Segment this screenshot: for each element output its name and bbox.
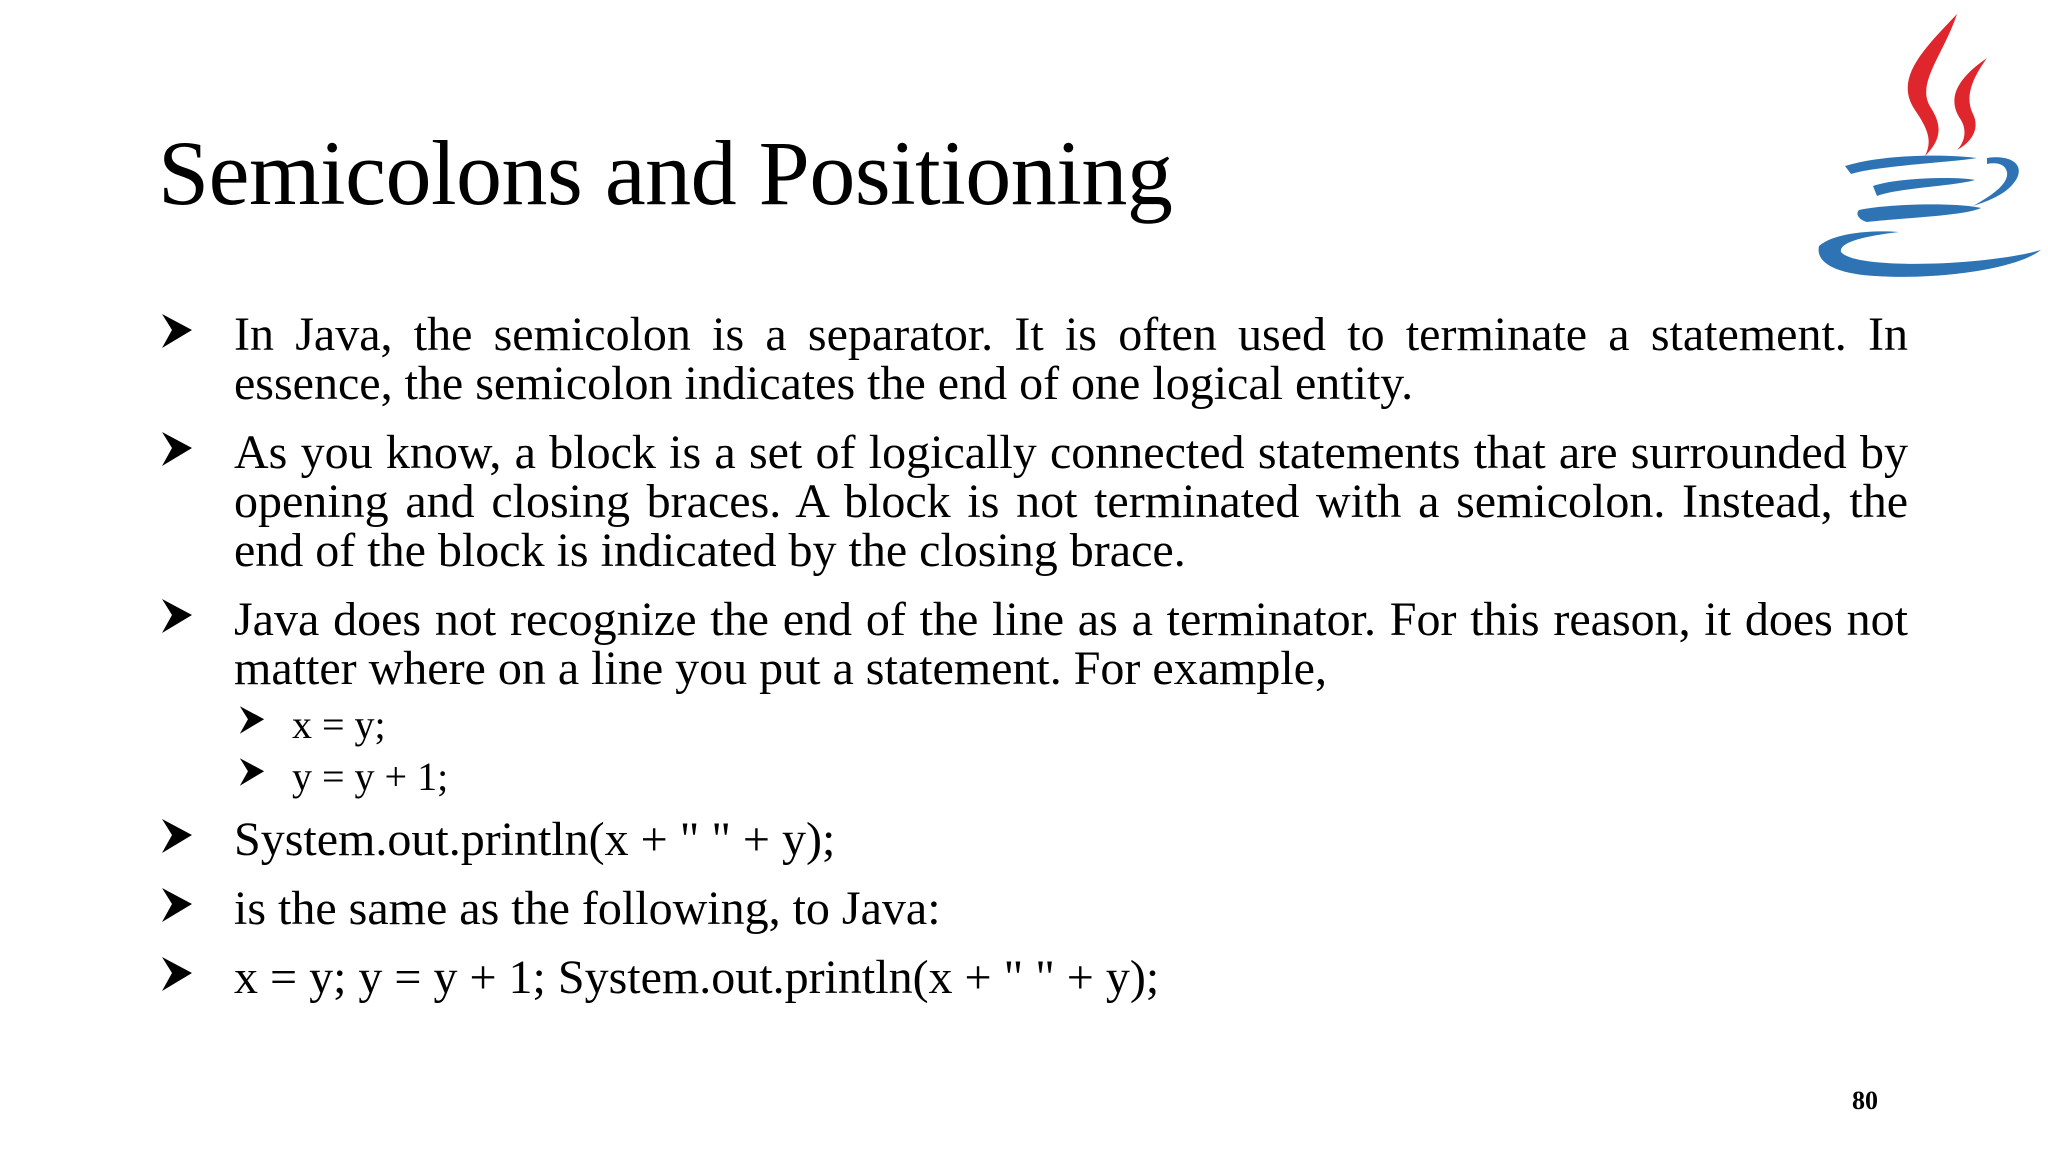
sub-bullet-list xyxy=(158,699,1908,803)
bullet-text: Java does not recognize the end of the line as a terminator. For this reason, it does not matter where on a line you put a statement. For example, xyxy=(234,593,1908,695)
bullet-text: In Java, the semicolon is a separator. It is often used to terminate a statement. In essence, the semicolon indicates the end of one logical entity. xyxy=(234,308,1908,410)
bullet-text: x = y; y = y + 1; System.out.println(x + " " + y); xyxy=(234,951,1160,1004)
bullet-text: is the same as the following, to Java: xyxy=(234,882,941,935)
bullet-item xyxy=(158,953,1908,1002)
bullet-text: As you know, a block is a set of logically connected statements that are surrounded by opening and closing braces. A block is not terminated with a semicolon. Instead, the end of the block is indicated by the closing brace. xyxy=(234,426,1908,577)
arrowhead-bullet-icon xyxy=(160,595,194,637)
arrowhead-bullet-icon xyxy=(238,755,266,789)
sub-bullet-text: y = y + 1; xyxy=(292,754,449,799)
bullet-item xyxy=(158,815,1908,864)
bullet-text: System.out.println(x + " " + y); xyxy=(234,813,836,866)
arrowhead-bullet-icon xyxy=(160,428,194,470)
java-coffee-cup-icon xyxy=(1815,8,2045,278)
bullet-item xyxy=(158,310,1908,408)
arrowhead-bullet-icon xyxy=(160,953,194,995)
bullet-item xyxy=(158,884,1908,933)
arrowhead-bullet-icon xyxy=(238,703,266,737)
slide-title: Semicolons and Positioning xyxy=(158,122,1173,224)
bullet-item xyxy=(158,595,1908,693)
sub-bullet-item xyxy=(158,699,1908,751)
bullet-list xyxy=(158,310,1908,1002)
page-number: 80 xyxy=(1852,1086,1878,1115)
arrowhead-bullet-icon xyxy=(160,884,194,926)
arrowhead-bullet-icon xyxy=(160,815,194,857)
sub-bullet-item xyxy=(158,751,1908,803)
arrowhead-bullet-icon xyxy=(160,310,194,352)
bullet-item xyxy=(158,428,1908,575)
sub-bullet-text: x = y; xyxy=(292,702,386,747)
